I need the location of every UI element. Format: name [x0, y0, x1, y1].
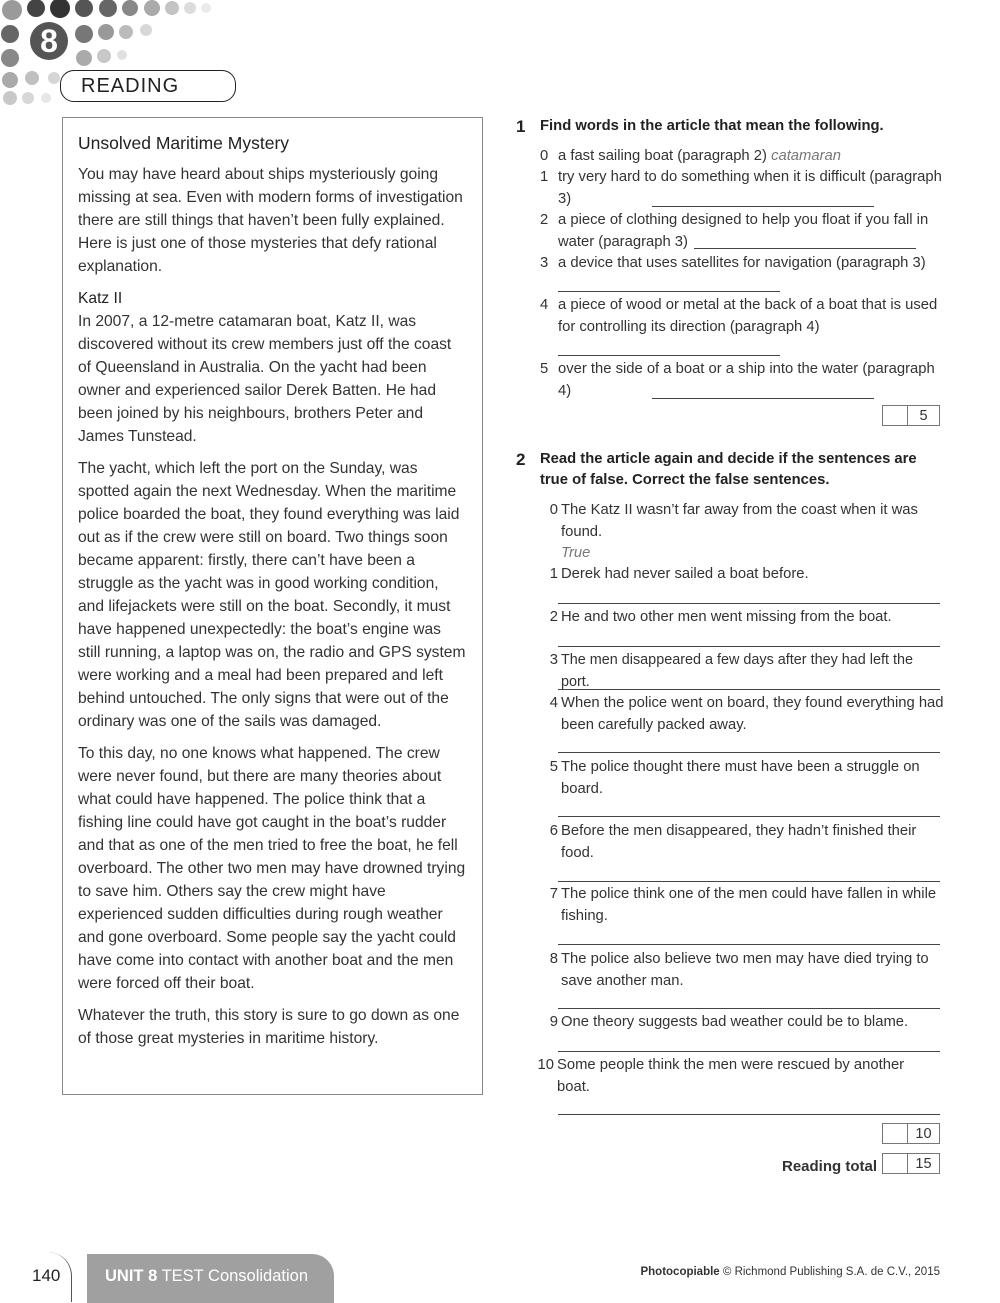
item-text: Derek had never sailed a boat before. [561, 566, 809, 582]
exercise-instruction: Find words in the article that mean the following. [540, 118, 884, 134]
item-text: a fast sailing boat (paragraph 2) [558, 148, 767, 164]
score-max: 10 [908, 1123, 940, 1144]
exercise-2-item [540, 949, 945, 992]
item-number: 0 [549, 502, 558, 518]
example-answer: True [561, 545, 591, 561]
exercise-2-item [540, 693, 945, 736]
answer-line[interactable] [558, 1008, 940, 1009]
example-answer: catamaran [771, 148, 841, 164]
article-paragraph: In 2007, a 12-metre catamaran boat, Katz II, was discovered without its crew members just off the coast of Queensland in Australia. On the yacht had been owner and experienced sailor Derek Batten. He had been joined by his neighbours, brothers Peter and James Tunstead. [78, 313, 452, 445]
exercise-number: 1 [516, 117, 526, 136]
item-text: a piece of clothing designed to help you float if you fall in water (paragraph 3) [558, 212, 929, 250]
answer-line[interactable] [694, 248, 916, 249]
score-input-box[interactable] [882, 1123, 908, 1144]
item-number: 8 [549, 951, 558, 967]
item-number: 1 [540, 169, 549, 185]
item-number: 2 [540, 212, 549, 228]
answer-line[interactable] [558, 1114, 940, 1115]
item-number: 3 [540, 255, 549, 271]
copyright-text: © Richmond Publishing S.A. de C.V., 2015 [722, 1266, 940, 1278]
exercise-2-item [540, 607, 945, 629]
item-text: The men disappeared a few days after they had left the port. [561, 652, 913, 690]
item-text: try very hard to do something when it is difficult (paragraph 3) [558, 169, 942, 207]
exercise-1-item [540, 253, 942, 275]
exercise-1-score [882, 405, 940, 426]
item-number: 10 [537, 1057, 554, 1073]
exercise-2-item [540, 821, 945, 864]
item-text: a piece of wood or metal at the back of a boat that is used for controlling its direction (paragraph 4) [558, 297, 938, 335]
item-text: The Katz II wasn’t far away from the coast when it was found. [561, 502, 918, 540]
unit-label: UNIT 8 [105, 1267, 158, 1285]
answer-line[interactable] [558, 752, 940, 753]
item-number: 1 [549, 566, 558, 582]
answer-line[interactable] [558, 603, 940, 604]
article-paragraph: To this day, no one knows what happened. The crew were never found, but there are many theories about what could have happened. The police think that a fishing line could have got caught in the boat’s rudder and that as one of the men tried to free the boat, he fell overboard. The other two men may have drowned trying to save him. Others say the crew might have experienced sudden difficulties during rough weather and gone overboard. Some people say the yacht could have come into contact with another boat and the men were forced off their boat. [78, 745, 466, 992]
section-title: READING [60, 70, 236, 102]
item-text: over the side of a boat or a ship into the water (paragraph 4) [558, 361, 935, 399]
article-paragraph: The yacht, which left the port on the Sunday, was spotted again the next Wednesday. When the maritime police boarded the boat, they found everything was laid out as if the crew were still on board. Two things soon became apparent: firstly, there can’t have been a struggle as the yacht was in good working condition, and lifejackets were still on the boat. Secondly, it must have happened unexpectedly: the boat’s engine was still running, a laptop was on, the radio and GPS system were working and a meal had been prepared and left behind untouched. The only signs that were out of the ordinary was one of the sails was damaged. [78, 460, 466, 730]
item-text: The police think one of the men could have fallen in while fishing. [561, 886, 937, 924]
item-number: 4 [540, 297, 549, 313]
copyright-notice [640, 1266, 940, 1278]
exercise-2-item [537, 1055, 941, 1098]
answer-line[interactable] [558, 689, 940, 690]
item-text: The police thought there must have been a struggle on board. [561, 759, 920, 797]
answer-line[interactable] [652, 398, 874, 399]
item-number: 6 [549, 823, 558, 839]
item-text: Before the men disappeared, they hadn’t finished their food. [561, 823, 917, 861]
exercise-1-item [540, 295, 942, 338]
exercise-2-item [540, 564, 945, 586]
item-number: 5 [549, 759, 558, 775]
article-paragraph: Whatever the truth, this story is sure to go down as one of those great mysteries in maritime history. [78, 1007, 460, 1047]
item-number: 9 [549, 1014, 558, 1030]
photocopiable-label: Photocopiable [640, 1266, 720, 1278]
section-label: Consolidation [208, 1267, 309, 1285]
article-intro: You may have heard about ships mysteriously going missing at sea. Even with modern forms of investigation there are still things that haven’t been fully explained. Here is just one of those mysteries that defy rational explanation. [78, 166, 463, 275]
item-text: The police also believe two men may have died trying to save another man. [561, 951, 929, 989]
exercise-1-item [540, 167, 942, 210]
exercise-1-heading [516, 116, 940, 137]
exercise-1-item [540, 146, 942, 168]
item-text: When the police went on board, they found everything had been carefully packed away. [561, 695, 944, 733]
footer-unit-tab [87, 1254, 334, 1303]
answer-line[interactable] [558, 816, 940, 817]
page-number [0, 1252, 72, 1302]
article-subheading: Katz II [78, 290, 123, 307]
item-text: One theory suggests bad weather could be to blame. [561, 1014, 909, 1030]
reading-total-label: Reading total [782, 1158, 878, 1175]
score-max: 5 [908, 405, 940, 426]
exercise-2-score [882, 1123, 940, 1144]
exercise-2-item [540, 1012, 945, 1034]
test-label: TEST [161, 1267, 204, 1285]
answer-line[interactable] [558, 291, 780, 292]
exercise-2-heading [516, 449, 940, 491]
score-input-box[interactable] [882, 405, 908, 426]
item-number: 4 [549, 695, 558, 711]
answer-line[interactable] [558, 944, 940, 945]
item-number: 0 [540, 148, 549, 164]
item-number: 5 [540, 361, 549, 377]
answer-line[interactable] [558, 881, 940, 882]
item-text: a device that uses satellites for navigation (paragraph 3) [558, 255, 926, 271]
score-max: 15 [908, 1153, 940, 1174]
page-number-text: 140 [32, 1266, 61, 1285]
article-title: Unsolved Maritime Mystery [78, 133, 290, 153]
item-number: 2 [549, 609, 558, 625]
item-text: Some people think the men were rescued by another boat. [557, 1057, 905, 1095]
item-number: 7 [549, 886, 558, 902]
answer-line[interactable] [558, 646, 940, 647]
exercise-2-item [540, 884, 945, 927]
answer-line[interactable] [652, 206, 874, 207]
item-number: 3 [549, 652, 558, 668]
exercise-instruction: Read the article again and decide if the sentences are true of false. Correct the false sentences. [540, 451, 917, 488]
exercise-number: 2 [516, 450, 526, 469]
exercise-1-item [540, 210, 942, 253]
exercise-1-item [540, 359, 942, 402]
article-box [62, 117, 483, 1095]
exercise-2-item [540, 500, 945, 565]
exercise-2-item [540, 650, 945, 693]
exercise-2-item [540, 757, 945, 800]
score-input-box[interactable] [882, 1153, 908, 1174]
item-text: He and two other men went missing from the boat. [561, 609, 892, 625]
answer-line[interactable] [558, 355, 780, 356]
reading-total-score [882, 1153, 940, 1174]
answer-line[interactable] [558, 1051, 940, 1052]
unit-number-badge: 8 [30, 22, 68, 60]
